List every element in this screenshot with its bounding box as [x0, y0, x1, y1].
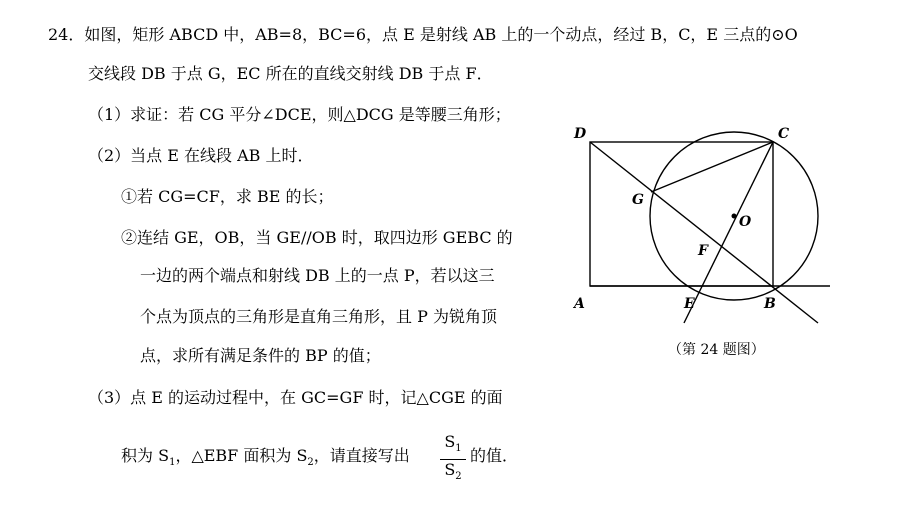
part-2b-line-3: 个点为顶点的三角形是直角三角形，且 P 为锐角顶 [140, 307, 497, 326]
problem-line-2: 交线段 DB 于点 G，EC 所在的直线交射线 DB 于点 F． [88, 64, 493, 83]
s1-subscript: 1 [169, 457, 176, 469]
geometry-figure [566, 118, 836, 333]
part-3-text-a: 积为 S [121, 446, 170, 465]
part-3-line-1: （3）点 E 的运动过程中，在 GC=GF 时，记△CGE 的面 [88, 388, 503, 407]
s2-subscript: 2 [307, 457, 314, 469]
problem-text-1: 如图，矩形 ABCD 中，AB=8，BC=6，点 E 是射线 AB 上的一个动点，经过 B，C，E 三点的⊙O [84, 25, 798, 44]
part-3-text-c: ，请直接写出 [313, 446, 410, 465]
part-1: （1）求证：若 CG 平分∠DCE，则△DCG 是等腰三角形； [88, 105, 511, 124]
ray-db [590, 142, 818, 323]
label-a: A [574, 296, 585, 312]
part-2: （2）当点 E 在线段 AB 上时． [88, 146, 314, 165]
label-c: C [778, 126, 790, 142]
fraction-numerator: $S_1$ [440, 432, 466, 460]
part-3-text-b: ，△EBF 面积为 S [175, 446, 308, 465]
part-2b-line-2: 一边的两个端点和射线 DB 上的一点 P，若以这三 [140, 266, 495, 285]
fraction-denominator: $S_2$ [444, 460, 462, 483]
fraction-s1-over-s2 [440, 432, 466, 487]
label-e: E [684, 296, 695, 312]
part-2b-line-1: ②连结 GE，OB，当 GE//OB 时，取四边形 GEBC 的 [121, 228, 513, 247]
problem-number: 24． [48, 25, 85, 44]
part-2b-line-4: 点，求所有满足条件的 BP 的值； [140, 346, 381, 365]
part-2a: ①若 CG=CF，求 BE 的长； [121, 187, 334, 206]
label-g: G [632, 192, 644, 208]
center-o-dot [732, 214, 737, 219]
part-3-text-d: 的值． [470, 446, 519, 465]
label-o: O [739, 214, 752, 230]
label-f: F [698, 243, 708, 259]
segment-gc [651, 142, 773, 192]
problem-line-1 [48, 24, 798, 46]
label-d: D [574, 126, 587, 142]
label-b: B [764, 296, 776, 312]
part-3-line-2 [121, 445, 410, 474]
figure-caption: （第 24 题图） [668, 342, 765, 358]
